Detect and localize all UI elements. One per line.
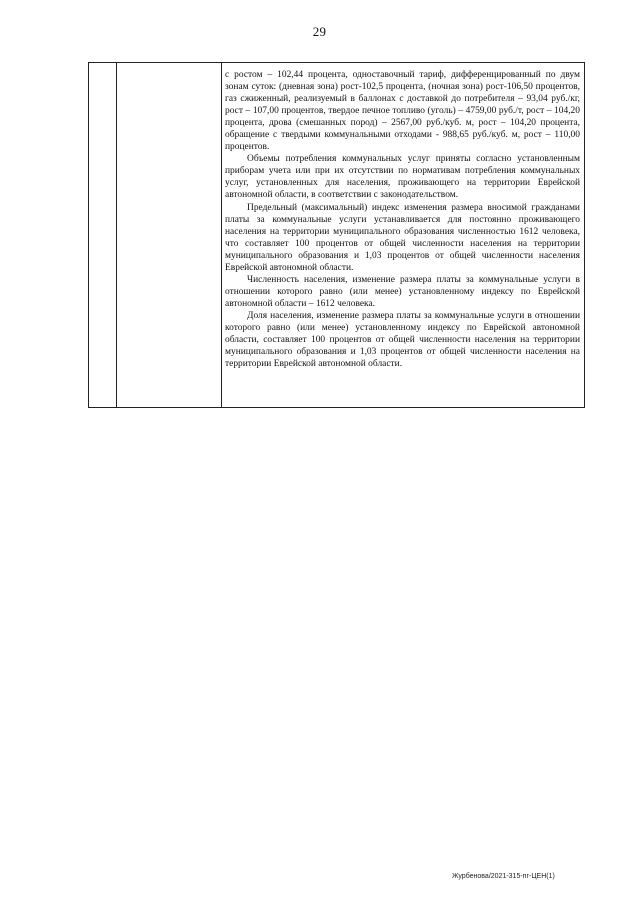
paragraph-population-count: Численность населения, изменение размера платы за коммунальные услуги в отношении которого равно (или менее) установленному индексу по Еврейской автономной области – 1612 человека.: [225, 274, 580, 309]
document-reference: Журбенова/2021-315-пг-ЦЕН(1): [452, 873, 555, 880]
table-column-label: [117, 63, 222, 407]
paragraph-consumption-volumes: Объемы потребления коммунальных услуг приняты согласно установленным приборам учета или при их отсутствии по нормативам потребления коммунальных услуг, установленных для населения, проживающего на территории Еврейской автономной области, в соответствии с законодательством.: [225, 154, 580, 201]
paragraph-population-share: Доля населения, изменение размера платы за коммунальные услуги в отношении которого равно (или менее) установленному индексу по Еврейской автономной области, составляет 100 процентов от общей численности населения на территории муниципального образования и 1,03 процентов от общей численности населения на территории Еврейской автономной области.: [225, 310, 580, 370]
page-number: 29: [312, 24, 327, 39]
document-table: [88, 62, 585, 408]
paragraph-max-index: Предельный (максимальный) индекс изменения размера вносимой гражданами платы за коммунальные услуги устанавливается для постоянно проживающего населения на территории муниципального образования численностью 1612 человека, что составляет 100 процентов от общей численности населения на территории муниципального образования и 1,03 процентов от общей численности населения Еврейской автономной области.: [225, 202, 580, 273]
table-column-index: [89, 63, 117, 407]
paragraph-tariffs: с ростом – 102,44 процента, одноставочный тариф, дифференцированный по двум зонам суток: (дневная зона) рост-102,5 процента, (ночная зона) рост-106,50 процентов, газ сжиженный, реализуемый в баллонах с доставкой до потребителя – 93,04 руб./кг, рост – 107,00 процентов, твердое печное топливо (уголь) – 4759,00 руб./т, рост – 104,20 процента, дрова (смешанных пород) – 2567,00 руб./куб. м, рост – 104,20 процента, обращение с твердыми коммунальными отходами - 988,65 руб./куб. м, рост – 110,00 процентов.: [225, 70, 580, 153]
table-column-text: [222, 63, 584, 407]
